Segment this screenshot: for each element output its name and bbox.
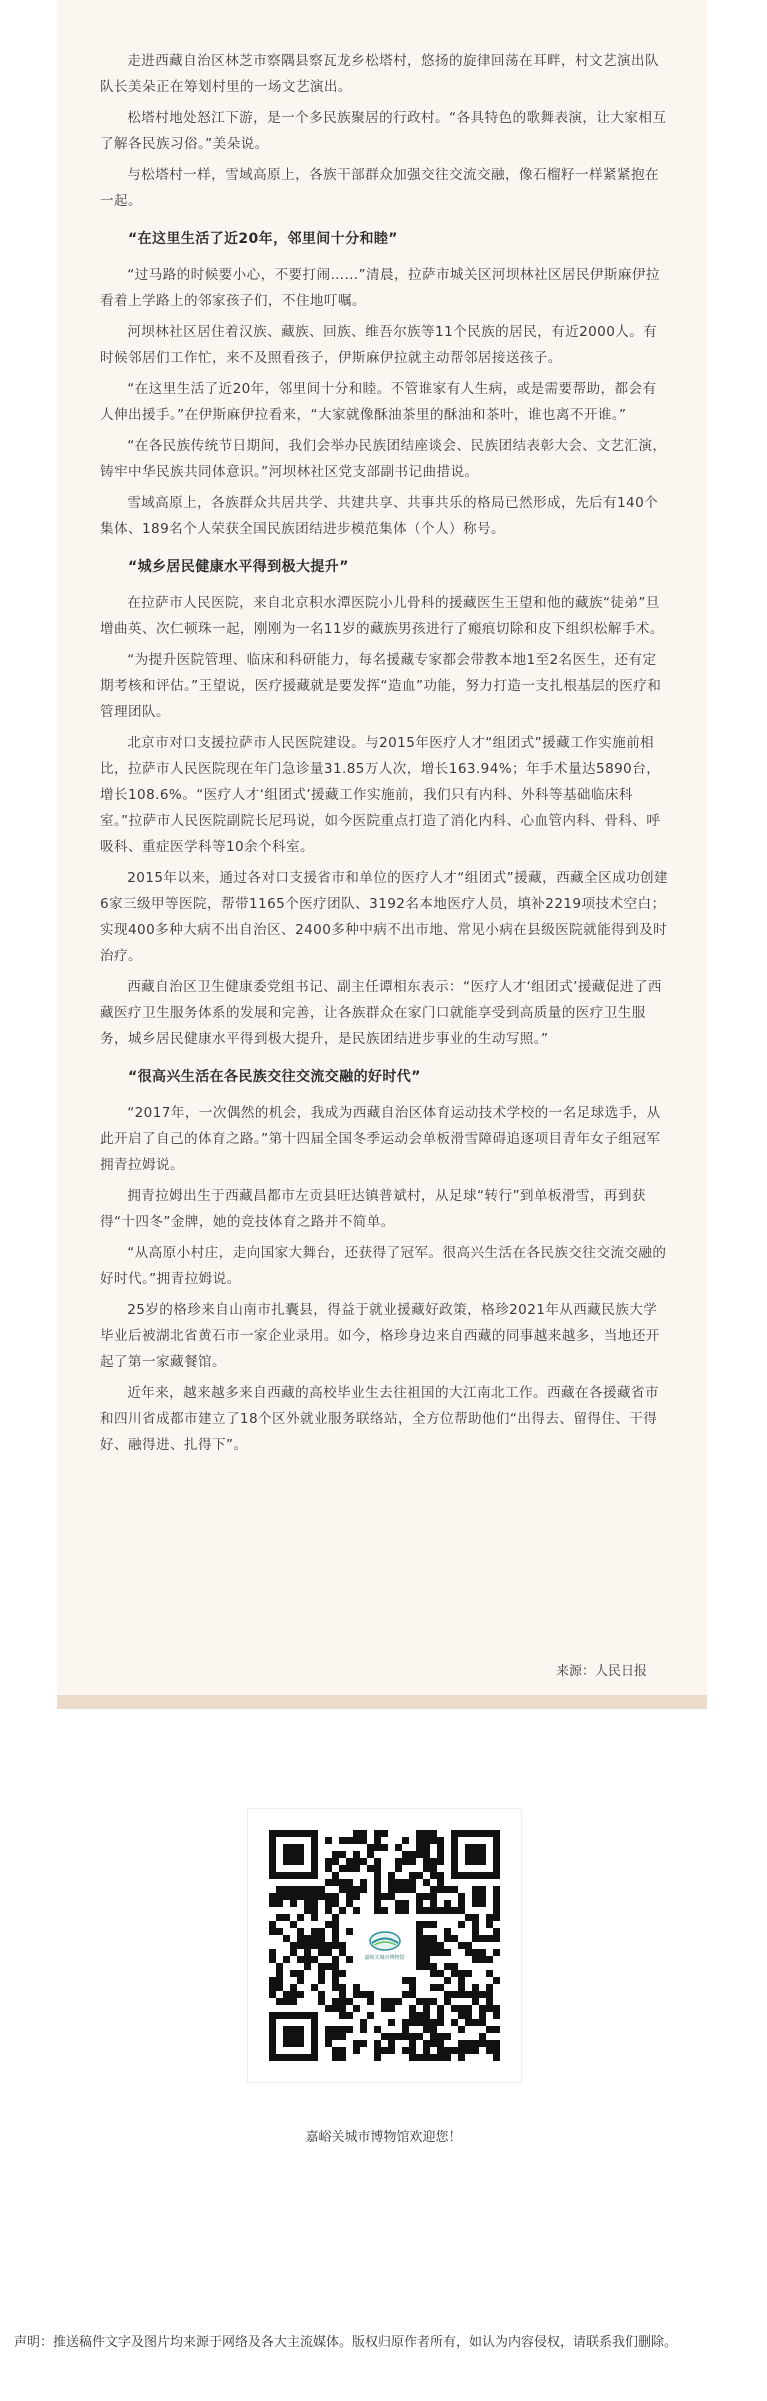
- section-heading: “很高兴生活在各民族交往交流交融的好时代”: [128, 1069, 421, 1085]
- section-paragraph: 北京市对口支援拉萨市人民医院建设。与2015年医疗人才“组团式”援藏工作实施前相比，拉萨市人民医院现在年门急诊量31.85万人次，增长163.94%；年手术量达5890台，增长108.6%。“医疗人才‘组团式’援藏工作实施前，我们只有内科、外科等基础临床科室。”拉萨市人民医院副院长尼玛说，如今医院重点打造了消化内科、心血管内科、骨科、呼吸科、重症医学科等10余个科室。: [100, 735, 661, 855]
- section-paragraph: 在拉萨市人民医院，来自北京积水潭医院小儿骨科的援藏医生王望和他的藏族“徒弟”旦增曲英、次仁顿珠一起，刚刚为一名11岁的藏族男孩进行了瘢痕切除和皮下组织松解手术。: [100, 595, 664, 637]
- section-paragraph: “在各民族传统节日期间，我们会举办民族团结座谈会、民族团结表彰大会、文艺汇演，铸牢中华民族共同体意识。”河坝林社区党支部副书记曲措说。: [100, 438, 667, 480]
- section-paragraph: 25岁的格珍来自山南市扎囊县，得益于就业援藏好政策，格珍2021年从西藏民族大学毕业后被湖北省黄石市一家企业录用。如今，格珍身边来自西藏的同事越来越多，当地还开起了第一家藏餐馆。: [100, 1302, 660, 1370]
- disclaimer: 声明：推送稿件文字及图片均来源于网络及各大主流媒体。版权归原作者所有，如认为内容侵权，请联系我们删除。: [14, 2335, 678, 2350]
- intro-paragraph: 松塔村地处怒江下游，是一个多民族聚居的行政村。“各具特色的歌舞表演，让大家相互了解各民族习俗。”美朵说。: [100, 110, 667, 152]
- qr-caption: 嘉峪关城市博物馆欢迎您！: [305, 2130, 462, 2145]
- article-source: 来源：人民日报: [555, 1664, 647, 1679]
- section-paragraph: “为提升医院管理、临床和科研能力，每名援藏专家都会带教本地1至2名医生，还有定期考核和评估。”王望说，医疗援藏就是要发挥“造血”功能，努力打造一支扎根基层的医疗和管理团队。: [100, 652, 662, 720]
- section-paragraph: 西藏自治区卫生健康委党组书记、副主任谭相东表示：“医疗人才‘组团式’援藏促进了西藏医疗卫生服务体系的发展和完善，让各族群众在家门口就能享受到高质量的医疗卫生服务，城乡居民健康水平得到极大提升，是民族团结进步事业的生动写照。”: [100, 979, 662, 1047]
- section-paragraph: “过马路的时候要小心，不要打闹……”清晨，拉萨市城关区河坝林社区居民伊斯麻伊拉看着上学路上的邻家孩子们，不住地叮嘱。: [100, 267, 660, 309]
- section-paragraph: 河坝林社区居住着汉族、藏族、回族、维吾尔族等11个民族的居民，有近2000人。有时候邻居们工作忙，来不及照看孩子，伊斯麻伊拉就主动帮邻居接送孩子。: [100, 324, 658, 366]
- section-paragraph: “在这里生活了近20年，邻里间十分和睦。不管谁家有人生病，或是需要帮助，都会有人伸出援手。”在伊斯麻伊拉看来，“大家就像酥油茶里的酥油和茶叶，谁也离不开谁。”: [100, 381, 657, 423]
- qr-finder-pattern: [465, 1844, 486, 1865]
- section-paragraph: 2015年以来，通过各对口支援省市和单位的医疗人才“组团式”援藏，西藏全区成功创建6家三级甲等医院，帮带1165个医疗团队、3192名本地医疗人员，填补2219项技术空白；实现400多种大病不出自治区、2400多种中病不出市地、常见小病在县级医院就能得到及时治疗。: [100, 870, 669, 964]
- article-body: [100, 48, 670, 1463]
- section-paragraph: 拥青拉姆出生于西藏昌都市左贡县旺达镇普斌村，从足球“转行”到单板滑雪，再到获得“十四冬”金牌，她的竞技体育之路并不简单。: [100, 1188, 646, 1230]
- qr-finder-pattern: [283, 1844, 304, 1865]
- intro-paragraph: 与松塔村一样，雪域高原上，各族干部群众加强交往交流交融，像石榴籽一样紧紧抱在一起。: [100, 167, 659, 209]
- qr-finder-pattern: [283, 2026, 304, 2047]
- section-paragraph: “从高原小村庄，走向国家大舞台，还获得了冠军。很高兴生活在各民族交往交流交融的好时代。”拥青拉姆说。: [100, 1245, 667, 1287]
- section-paragraph: 近年来，越来越多来自西藏的高校毕业生去往祖国的大江南北工作。西藏在各援藏省市和四川省成都市建立了18个区外就业服务联络站，全方位帮助他们“出得去、留得住、干得好、融得进、扎得下”。: [100, 1385, 659, 1453]
- intro-paragraph: 走进西藏自治区林芝市察隅县察瓦龙乡松塔村，悠扬的旋律回荡在耳畔，村文艺演出队队长美朵正在筹划村里的一场文艺演出。: [100, 53, 659, 95]
- section-paragraph: 雪域高原上，各族群众共居共学、共建共享、共事共乐的格局已然形成，先后有140个集体、189名个人荣获全国民族团结进步模范集体（个人）称号。: [100, 495, 659, 537]
- section-heading: “城乡居民健康水平得到极大提升”: [128, 559, 349, 575]
- museum-logo-icon: [368, 1930, 402, 1952]
- section-heading: “在这里生活了近20年，邻里间十分和睦”: [128, 231, 398, 247]
- museum-logo: [356, 1917, 413, 1974]
- article-card-bottom-border: [57, 1695, 707, 1709]
- section-paragraph: “2017年，一次偶然的机会，我成为西藏自治区体育运动技术学校的一名足球选手，从此开启了自己的体育之路。”第十四届全国冬季运动会单板滑雪障碍追逐项目青年女子组冠军拥青拉姆说。: [100, 1105, 661, 1173]
- qr-code[interactable]: [247, 1808, 522, 2083]
- museum-logo-text: 嘉峪关城市博物馆: [364, 1955, 405, 1961]
